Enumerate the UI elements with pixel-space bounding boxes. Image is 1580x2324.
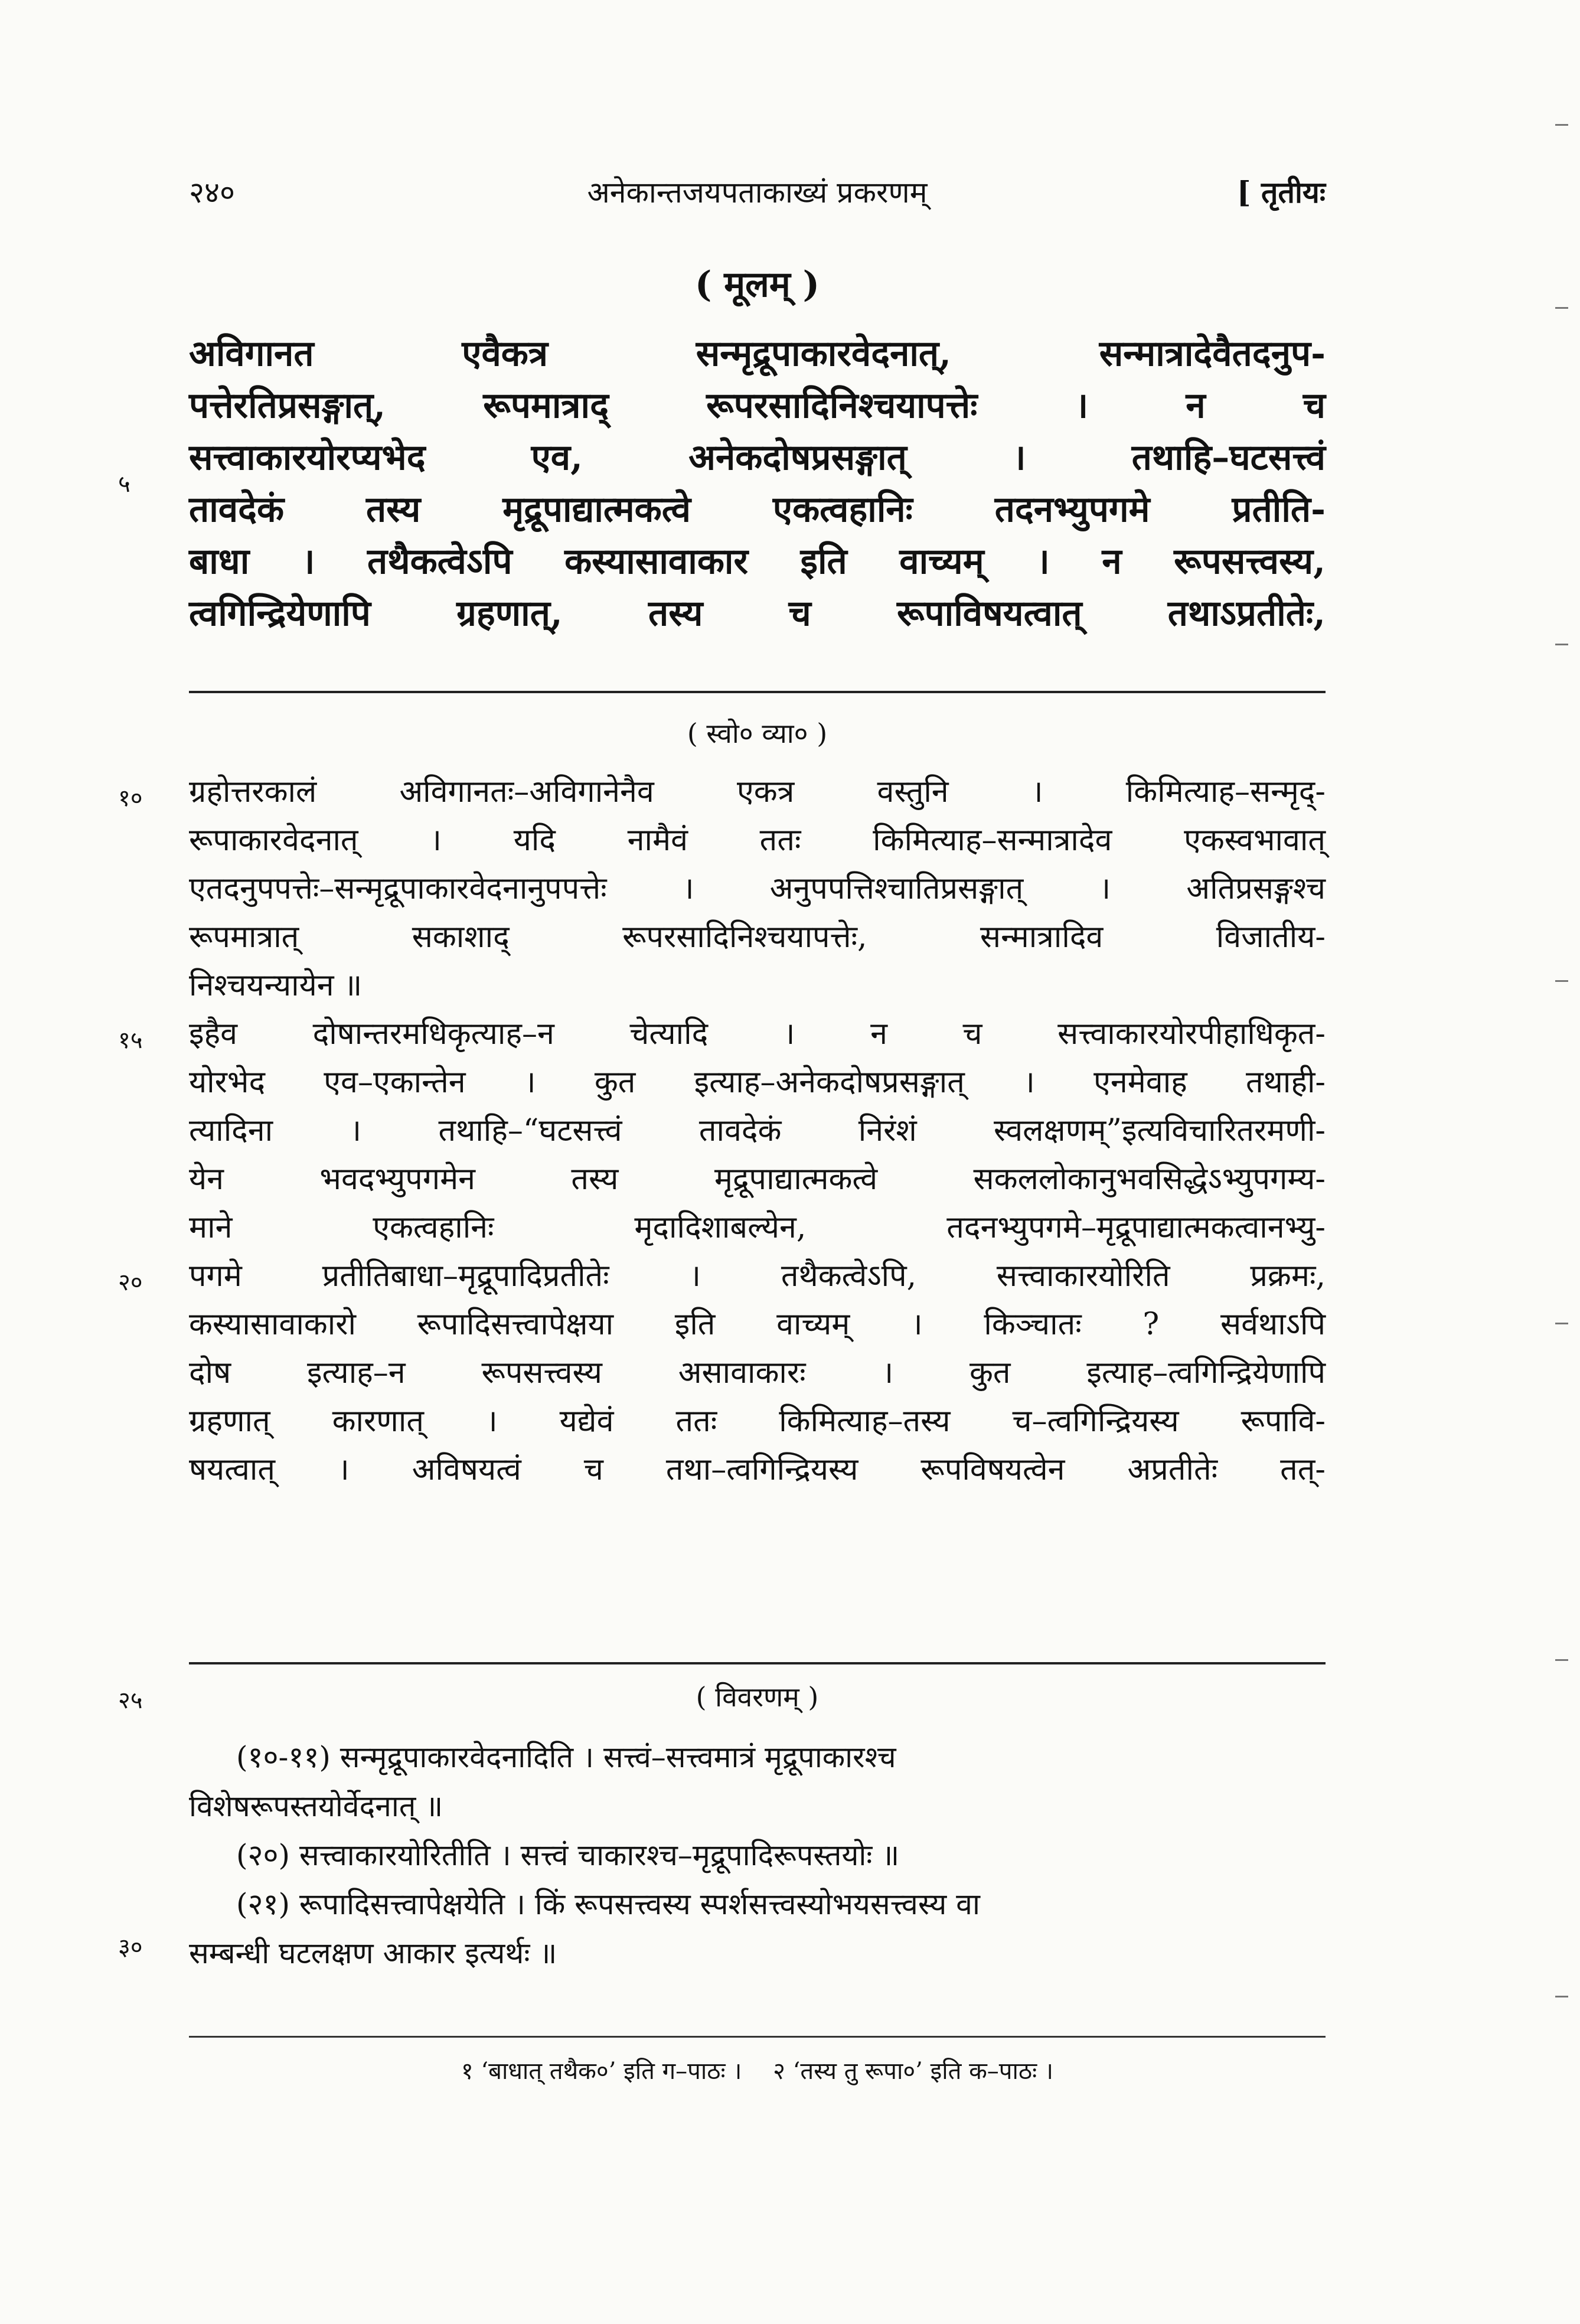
footnote: १ ‘बाधात् तथैक०’ इति ग–पाठः ।	[461, 2058, 742, 2085]
edge-mark	[1555, 1323, 1568, 1324]
line-number: १०	[118, 785, 143, 812]
vyakhya-line: निश्चयन्यायेन ॥	[189, 968, 363, 1003]
line-number: २५	[118, 1687, 143, 1714]
line-number: ३०	[118, 1934, 143, 1961]
section-marker: [ तृतीयः	[1236, 175, 1326, 210]
vivarana-heading: ( विवरणम् )	[696, 1681, 819, 1713]
vyakhya-line: रूपाकारवेदनात् । यदि नामैवं ततः किमित्याह–सन्मात्रादेव एकस्वभावात्	[189, 822, 1326, 858]
vyakhya-line: पगमे प्रतीतिबाधा–मृद्रूपादिप्रतीतेः । तथैकत्वेऽपि, सत्त्वाकारयोरिति प्रक्रमः,	[189, 1258, 1326, 1294]
running-title: अनेकान्तजयपताकाख्यं प्रकरणम्	[587, 175, 928, 210]
vivarana-text	[189, 1733, 1326, 1978]
footnotes	[189, 2054, 1326, 2086]
vyakhya-line: एतदनुपपत्तेः–सन्मृद्रूपाकारवेदनानुपपत्तेः । अनुपपत्तिश्चातिप्रसङ्गात् । अतिप्रसङ्गश्च	[189, 871, 1326, 906]
edge-mark	[1555, 644, 1568, 645]
vyakhya-line: कस्यासावाकारो रूपादिसत्त्वापेक्षया इति वाच्यम् । किञ्चातः ? सर्वथाऽपि	[189, 1307, 1326, 1342]
mula-line: अविगानत एवैकत्र सन्मृद्रूपाकारवेदनात्, सन्मात्रादेवैतदनुप-	[189, 333, 1326, 374]
vivarana-line: सम्बन्धी घटलक्षण आकार इत्यर्थः ॥	[189, 1936, 557, 1970]
vyakhya-line: रूपमात्रात् सकाशाद् रूपरसादिनिश्चयापत्तेः, सन्मात्रादिव विजातीय-	[189, 919, 1326, 955]
vyakhya-line: ग्रहोत्तरकालं अविगानतः–अविगानेनैव एकत्र वस्तुनि । किमित्याह–सन्मृद्-	[189, 774, 1326, 810]
footnote-divider	[189, 2036, 1326, 2038]
mula-line: बाधा । तथैकत्वेऽपि कस्यासावाकार इति वाच्यम् । न रूपसत्त्वस्य,	[189, 541, 1326, 582]
edge-mark	[1555, 980, 1568, 982]
vivarana-line: (२१) रूपादिसत्त्वापेक्षयेति । किं रूपसत्त्वस्य स्पर्शसत्त्वस्योभयसत्त्वस्य वा	[236, 1887, 980, 1921]
edge-mark	[1555, 1996, 1568, 1997]
line-number: ५	[118, 471, 130, 498]
mula-line: पत्तेरतिप्रसङ्गात्, रूपमात्राद् रूपरसादिनिश्चयापत्तेः । न च	[189, 385, 1326, 426]
mula-line: तावदेकं तस्य मृद्रूपाद्यात्मकत्वे एकत्वहानिः तदनभ्युपगमे प्रतीति-	[189, 489, 1326, 530]
vyakhya-line: ग्रहणात् कारणात् । यद्येवं ततः किमित्याह–तस्य च–त्वगिन्द्रियस्य रूपावि-	[189, 1403, 1326, 1439]
vyakhya-heading: ( स्वो० व्या० )	[687, 717, 828, 749]
mula-line: त्वगिन्द्रियेणापि ग्रहणात्, तस्य च रूपाविषयत्वात् तथाऽप्रतीतेः,	[189, 593, 1326, 634]
vyakhya-line: दोष इत्याह–न रूपसत्त्वस्य असावाकारः । कुत इत्याह–त्वगिन्द्रियेणापि	[189, 1355, 1326, 1391]
vyakhya-line: योरभेद एव–एकान्तेन । कुत इत्याह–अनेकदोषप्रसङ्गात् । एनमेवाह तथाही-	[189, 1065, 1326, 1100]
running-header	[189, 171, 1326, 218]
line-number: १५	[118, 1027, 143, 1054]
edge-mark	[1555, 307, 1568, 309]
vyakhya-line: त्यादिना । तथाहि–“घटसत्त्वं तावदेकं निरंशं स्वलक्षणम्”इत्यविचारितरमणी-	[189, 1113, 1326, 1148]
mula-text	[189, 328, 1326, 639]
section-divider	[189, 1662, 1326, 1664]
vivarana-line: (१०-११) सन्मृद्रूपाकारवेदनादिति । सत्त्वं–सत्त्वमात्रं मृद्रूपाकारश्च	[236, 1740, 896, 1774]
vyakhya-line: षयत्वात् । अविषयत्वं च तथा–त्वगिन्द्रियस्य रूपविषयत्वेन अप्रतीतेः तत्-	[189, 1452, 1326, 1487]
section-divider	[189, 691, 1326, 693]
edge-mark	[1555, 124, 1568, 126]
edge-mark	[1555, 1659, 1568, 1661]
vyakhya-line: माने एकत्वहानिः मृदादिशाबल्येन, तदनभ्युपगमे–मृद्रूपाद्यात्मकत्वानभ्यु-	[189, 1210, 1326, 1245]
vivarana-line: विशेषरूपस्तयोर्वेदनात् ॥	[189, 1789, 443, 1823]
vivarana-line: (२०) सत्त्वाकारयोरितीति । सत्त्वं चाकारश्च–मृद्रूपादिरूपस्तयोः ॥	[236, 1838, 900, 1872]
mula-heading: ( मूलम् )	[695, 264, 820, 305]
footnote: २ ‘तस्य तु रूपा०’ इति क–पाठः ।	[773, 2058, 1054, 2085]
vyakhya-line: इहैव दोषान्तरमधिकृत्याह–न चेत्यादि । न च सत्त्वाकारयोरपीहाधिकृत-	[189, 1016, 1326, 1052]
vyakhya-line: येन भवदभ्युपगमेन तस्य मृद्रूपाद्यात्मकत्वे सकललोकानुभवसिद्धेऽभ्युपगम्य-	[189, 1161, 1326, 1197]
mula-line: सत्त्वाकारयोरप्यभेद एव, अनेकदोषप्रसङ्गात् । तथाहि–घटसत्त्वं	[189, 437, 1326, 478]
line-number: २०	[118, 1269, 143, 1296]
page-number: २४०	[189, 175, 235, 210]
vyakhya-text	[189, 768, 1326, 1494]
